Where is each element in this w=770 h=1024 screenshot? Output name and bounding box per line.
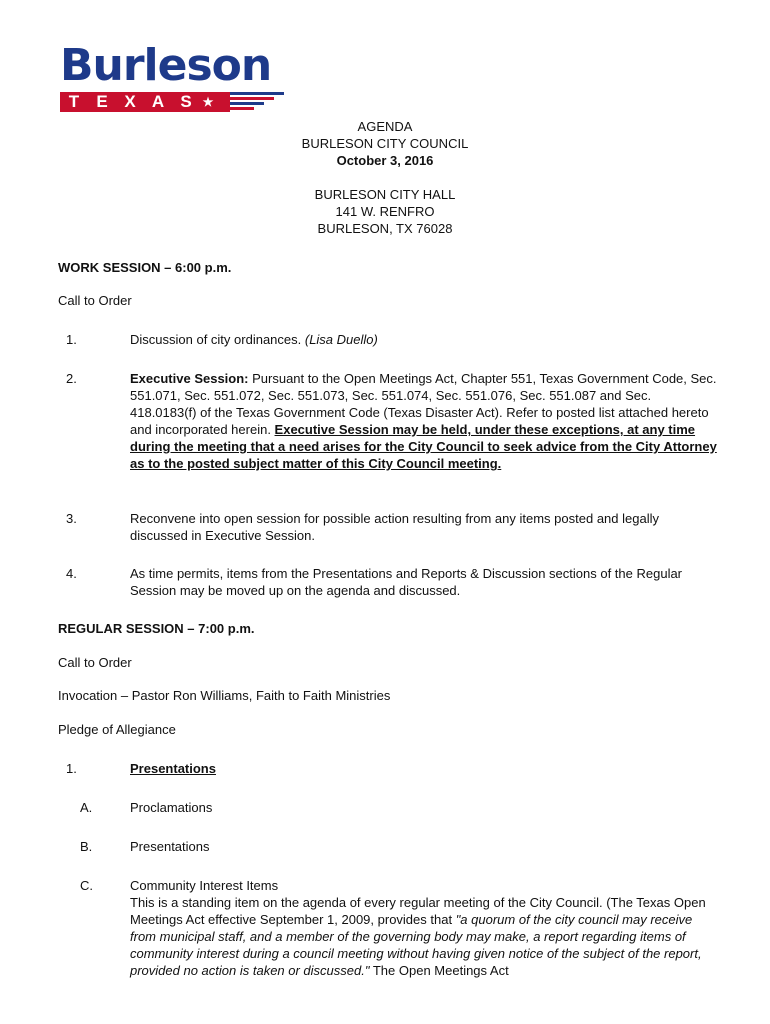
header-council: BURLESON CITY COUNCIL	[301, 136, 469, 151]
proclamations: Proclamations	[130, 800, 213, 815]
sub-item-letter: A.	[80, 800, 93, 815]
item-label: Community Interest Items	[130, 878, 279, 893]
header-city: BURLESON, TX 76028	[317, 221, 453, 236]
work-item-2	[130, 370, 720, 472]
item-number: 4.	[66, 566, 77, 581]
item-quote: "a quorum of the city council may receive from municipal staff, and a member of the governing body may make, a report regarding items of community interest during a council meeting without having given notice of the subject of the report, provided no action is taken or discussed."	[130, 912, 702, 978]
item-text: Pursuant to the Open Meetings Act, Chapter 551, Texas Government Code, Sec. 551.071, Sec. 551.072, Sec. 551.073, Sec. 551.074, Sec. 551.076, Sec. 551.087 and Sec. 418.0183(f) of the Texas Government Code (Texas Disaster Act). Refer to posted list attached hereto and incorporated herein.	[130, 371, 717, 437]
logo-stripes	[230, 92, 288, 112]
star-icon: ★	[202, 95, 214, 109]
presentations: Presentations	[130, 839, 210, 854]
item-tail: The Open Meetings Act	[369, 963, 509, 978]
invocation: Invocation – Pastor Ron Williams, Faith to Faith Ministries	[58, 688, 391, 703]
presentations-heading: Presentations	[130, 761, 216, 776]
sub-item-letter: B.	[80, 839, 93, 854]
work-call-to-order: Call to Order	[58, 293, 132, 308]
item-underlined-note: Executive Session may be held, under these exceptions, at any time during the meeting that a need arises for the City Council to seek advice from the City Attorney as to the posted subject matter of this City Council meeting.	[130, 422, 717, 471]
work-session-heading: WORK SESSION – 6:00 p.m.	[58, 260, 232, 275]
logo-texas-bar	[60, 92, 230, 112]
item-number: 3.	[66, 511, 77, 526]
item-lead: Executive Session:	[130, 371, 249, 386]
header-address: 141 W. RENFRO	[335, 204, 435, 219]
logo-letter: S	[180, 92, 192, 111]
work-item-4: As time permits, items from the Presentations and Reports & Discussion sections of the Regular Session may be moved up on the agenda and discussed.	[130, 566, 683, 598]
item-number: 1.	[66, 761, 77, 776]
logo-letter: A	[151, 92, 165, 111]
regular-session-heading: REGULAR SESSION – 7:00 p.m.	[58, 621, 255, 636]
work-item-3: Reconvene into open session for possible action resulting from any items posted and legally discussed in Executive Session.	[130, 511, 659, 543]
sub-item-letter: C.	[80, 878, 93, 893]
item-text: This is a standing item on the agenda of every regular meeting of the City Council. (The Texas Open Meetings Act effective September 1, 2009, provides that	[130, 895, 706, 927]
work-item-1	[130, 331, 720, 348]
item-presenter: (Lisa Duello)	[304, 332, 378, 347]
regular-call-to-order: Call to Order	[58, 655, 132, 670]
header-title: AGENDA	[357, 119, 413, 134]
header-date: October 3, 2016	[336, 153, 434, 168]
community-interest-items	[130, 877, 720, 979]
logo-wordmark: Burleson	[60, 40, 272, 91]
logo-letter: X	[124, 92, 136, 111]
item-number: 1.	[66, 332, 77, 347]
header-place: BURLESON CITY HALL	[314, 187, 456, 202]
item-text: Discussion of city ordinances.	[130, 332, 305, 347]
agenda-header	[0, 118, 770, 237]
pledge: Pledge of Allegiance	[58, 722, 176, 737]
item-number: 2.	[66, 371, 77, 386]
logo-letter: E	[96, 92, 108, 111]
logo-letter: T	[68, 92, 80, 111]
burleson-logo	[60, 40, 290, 118]
